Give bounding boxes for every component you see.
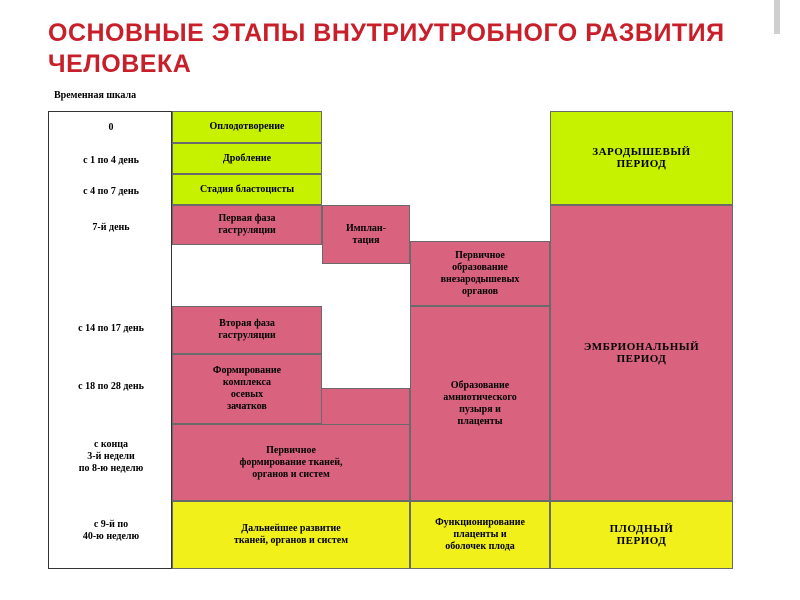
timeline-column	[48, 111, 172, 569]
timeline-entry-3: 7-й день	[92, 222, 130, 233]
timeline-entry-1: с 1 по 4 день	[83, 155, 139, 166]
stage-implantation: Имплан- тация	[322, 205, 410, 264]
stage-extraembryonic-organs: Первичное образование внезародышевых органов	[410, 241, 550, 306]
timeline-heading: Временная шкала	[54, 90, 137, 101]
stage-gastrulation-2: Вторая фаза гаструляции	[172, 306, 322, 354]
period-embryonic: ЭМБРИОНАЛЬНЫЙ ПЕРИОД	[550, 205, 733, 501]
stage-placenta-function: Функционирование плаценты и оболочек плода	[410, 501, 550, 569]
stage-blastocyst: Стадия бластоцисты	[172, 174, 322, 205]
timeline-entry-5: с 18 по 28 день	[78, 381, 144, 392]
stage-amnion-placenta: Образование амниотического пузыря и плаценты	[410, 306, 550, 501]
stage-primary-tissues: Первичное формирование тканей, органов и систем	[172, 424, 410, 501]
stage-cleavage: Дробление	[172, 143, 322, 174]
slide-title: ОСНОВНЫЕ ЭТАПЫ ВНУТРИУТРОБНОГО РАЗВИТИЯ ЧЕЛОВЕКА	[48, 19, 725, 78]
stage-gastrulation-1: Первая фаза гаструляции	[172, 205, 322, 245]
stage-spacer-fill	[322, 388, 410, 424]
period-fetal: ПЛОДНЫЙ ПЕРИОД	[550, 501, 733, 569]
timeline-entry-2: с 4 по 7 день	[83, 186, 139, 197]
period-germinal: ЗАРОДЫШЕВЫЙ ПЕРИОД	[550, 111, 733, 205]
timeline-entry-0: 0	[108, 122, 114, 133]
slide-corner-mark	[774, 0, 780, 34]
stage-further-development: Дальнейшее развитие тканей, органов и систем	[172, 501, 410, 569]
timeline-entry-4: с 14 по 17 день	[78, 323, 144, 334]
stage-fertilization: Оплодотворение	[172, 111, 322, 143]
timeline-entry-7: с 9-й по 40-ю неделю	[82, 519, 140, 542]
timeline-entry-6: с конца 3-й недели по 8-ю неделю	[78, 439, 144, 474]
stage-axial-complex: Формирование комплекса осевых зачатков	[172, 354, 322, 424]
